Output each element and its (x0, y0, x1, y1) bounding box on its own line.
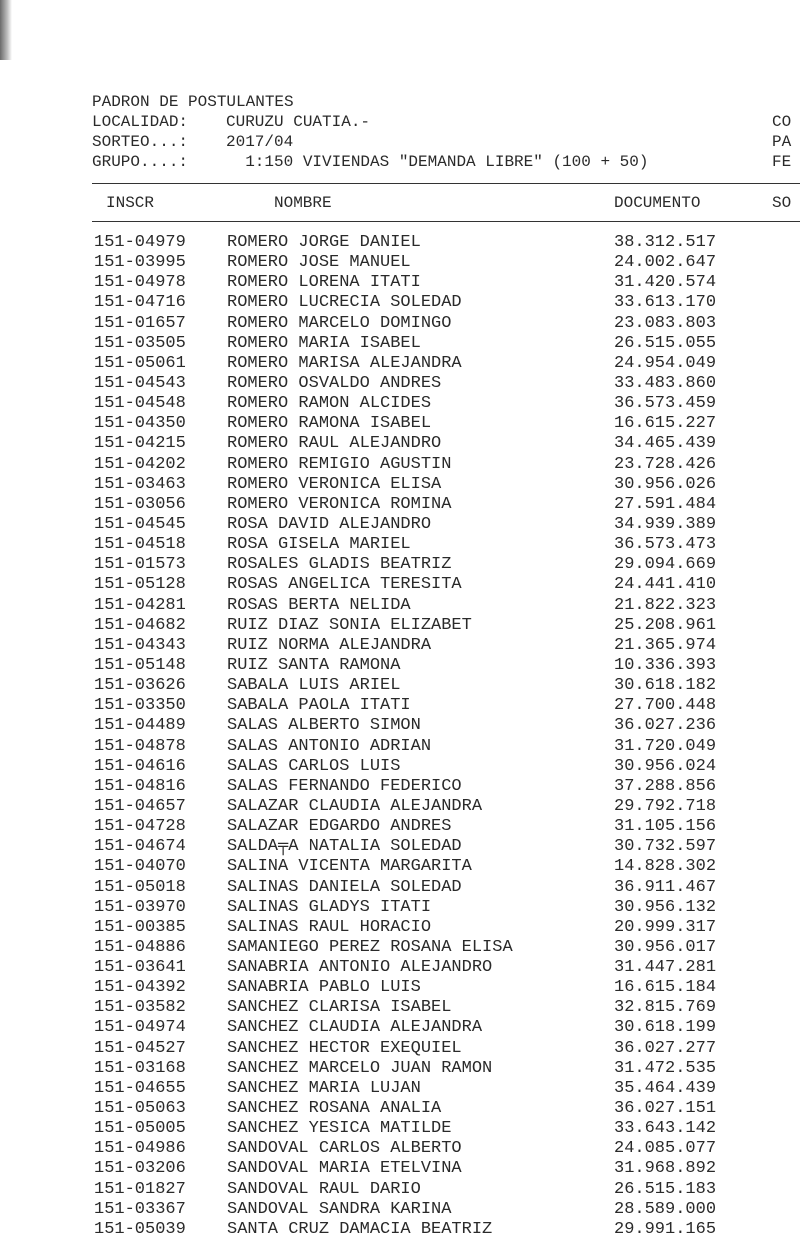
right-fragment: CO (772, 113, 792, 131)
documento-cell: 33.643.142 (614, 1119, 717, 1139)
documento-cell: 29.094.669 (614, 555, 717, 575)
documento-cell: 36.573.459 (614, 394, 717, 414)
grupo-line (92, 152, 648, 172)
table-row (0, 636, 800, 656)
sorteo-value: 2017/04 (226, 133, 294, 151)
nombre-cell: SALAS FERNANDO FEDERICO (227, 776, 462, 796)
inscr-cell: 151-05061 (94, 353, 186, 373)
sorteo-line (92, 132, 648, 152)
inscr-cell: 151-03970 (94, 897, 186, 917)
table-row (0, 857, 800, 877)
table-row (0, 757, 800, 777)
nombre-cell: SALINAS GLADYS ITATI (227, 897, 432, 917)
table-row (0, 233, 800, 253)
inscr-cell: 151-03367 (94, 1199, 186, 1219)
documento-cell: 31.447.281 (614, 958, 717, 978)
documento-cell: 38.312.517 (614, 233, 717, 252)
nombre-cell: ROMERO RAMON ALCIDES (227, 394, 432, 414)
inscr-cell: 151-04350 (94, 414, 186, 434)
nombre-cell: SALAS ALBERTO SIMON (227, 716, 421, 736)
inscr-cell: 151-05063 (94, 1099, 186, 1119)
documento-cell: 29.792.718 (614, 796, 717, 816)
inscr-cell: 151-00385 (94, 917, 186, 937)
nombre-cell: SALAS ANTONIO ADRIAN (227, 736, 432, 756)
inscr-cell: 151-04202 (94, 454, 186, 474)
inscr-cell: 151-03582 (94, 998, 186, 1018)
nombre-cell: ROSAS ANGELICA TERESITA (227, 575, 462, 595)
nombre-cell: SANCHEZ MARCELO JUAN RAMON (227, 1058, 493, 1078)
inscr-cell: 151-04070 (94, 857, 186, 877)
nombre-cell: SANCHEZ ROSANA ANALIA (227, 1099, 442, 1119)
documento-cell: 31.472.535 (614, 1058, 717, 1078)
documento-cell: 27.700.448 (614, 696, 717, 716)
documento-cell: 31.105.156 (614, 817, 717, 837)
nombre-cell: SALINAS RAUL HORACIO (227, 917, 432, 937)
inscr-cell: 151-04674 (94, 837, 186, 857)
inscr-cell: 151-04978 (94, 273, 186, 293)
nombre-cell: ROMERO LORENA ITATI (227, 273, 421, 293)
nombre-cell: SANCHEZ MARIA LUJAN (227, 1078, 421, 1098)
scan-edge-mark (0, 0, 12, 60)
documento-cell: 29.991.165 (614, 1219, 717, 1239)
table-row (0, 555, 800, 575)
inscr-cell: 151-04527 (94, 1038, 186, 1058)
inscr-cell: 151-04878 (94, 736, 186, 756)
nombre-cell: ROSA GISELA MARIEL (227, 535, 411, 555)
right-header-fragments (772, 112, 800, 172)
table-row (0, 978, 800, 998)
documento-cell: 36.027.236 (614, 716, 717, 736)
documento-cell: 30.618.199 (614, 1018, 717, 1038)
nombre-cell: SANDOVAL SANDRA KARINA (227, 1199, 452, 1219)
inscr-cell: 151-05128 (94, 575, 186, 595)
column-header-inscr: INSCR (106, 194, 155, 212)
nombre-cell: RUIZ NORMA ALEJANDRA (227, 635, 432, 655)
documento-cell: 23.728.426 (614, 454, 717, 474)
nombre-cell: SALAS CARLOS LUIS (227, 756, 401, 776)
nombre-cell: RUIZ DIAZ SONIA ELIZABET (227, 615, 472, 635)
documento-cell: 26.515.183 (614, 1179, 717, 1199)
documento-cell: 30.732.597 (614, 837, 717, 857)
document-header (92, 92, 648, 172)
table-row (0, 998, 800, 1018)
nombre-cell: SABALA LUIS ARIEL (227, 676, 401, 696)
table-row (0, 1018, 800, 1038)
documento-cell: 30.956.132 (614, 897, 717, 917)
inscr-cell: 151-04343 (94, 635, 186, 655)
inscr-cell: 151-04489 (94, 716, 186, 736)
inscr-cell: 151-04655 (94, 1078, 186, 1098)
table-row (0, 1200, 800, 1220)
inscr-cell: 151-04545 (94, 514, 186, 534)
inscr-cell: 151-03206 (94, 1159, 186, 1179)
table-row (0, 958, 800, 978)
nombre-cell: SANDOVAL RAUL DARIO (227, 1179, 421, 1199)
nombre-cell: SANTA CRUZ DAMACIA BEATRIZ (227, 1219, 493, 1239)
nombre-cell: ROMERO OSVALDO ANDRES (227, 373, 442, 393)
nombre-cell: RUIZ SANTA RAMONA (227, 655, 401, 675)
inscr-cell: 151-04548 (94, 394, 186, 414)
documento-cell: 28.589.000 (614, 1199, 717, 1219)
table-row (0, 777, 800, 797)
nombre-cell: SANDOVAL MARIA ETELVINA (227, 1159, 462, 1179)
documento-cell: 25.208.961 (614, 615, 717, 635)
nombre-cell: ROSALES GLADIS BEATRIZ (227, 555, 452, 575)
table-row (0, 938, 800, 958)
table-row (0, 878, 800, 898)
inscr-cell: 151-05005 (94, 1119, 186, 1139)
table-row (0, 1180, 800, 1200)
documento-cell: 16.615.227 (614, 414, 717, 434)
table-row (0, 837, 800, 857)
grupo-value: 1:150 VIVIENDAS "DEMANDA LIBRE" (100 + 50) (226, 153, 649, 171)
nombre-cell: SALAZAR EDGARDO ANDRES (227, 817, 452, 837)
inscr-cell: 151-04657 (94, 796, 186, 816)
table-row (0, 676, 800, 696)
documento-cell: 24.002.647 (614, 253, 717, 273)
inscr-cell: 151-03641 (94, 958, 186, 978)
table-row (0, 314, 800, 334)
documento-cell: 30.956.024 (614, 756, 717, 776)
table-row (0, 737, 800, 757)
documento-cell: 14.828.302 (614, 857, 717, 877)
inscr-cell: 151-04728 (94, 817, 186, 837)
table-row (0, 1059, 800, 1079)
inscr-cell: 151-04392 (94, 978, 186, 998)
nombre-cell: SANCHEZ HECTOR EXEQUIEL (227, 1038, 462, 1058)
table-row (0, 817, 800, 837)
nombre-cell: ROSAS BERTA NELIDA (227, 595, 411, 615)
table-row (0, 616, 800, 636)
documento-cell: 30.956.017 (614, 937, 717, 957)
nombre-cell: ROMERO JOSE MANUEL (227, 253, 411, 273)
inscr-cell: 151-03350 (94, 696, 186, 716)
inscr-cell: 151-04616 (94, 756, 186, 776)
table-row (0, 515, 800, 535)
documento-cell: 23.083.803 (614, 313, 717, 333)
table-row (0, 394, 800, 414)
table-row (0, 1039, 800, 1059)
table-row (0, 495, 800, 515)
table-row (0, 475, 800, 495)
documento-cell: 30.618.182 (614, 676, 717, 696)
inscr-cell: 151-05018 (94, 877, 186, 897)
right-fragment: PA (772, 133, 792, 151)
inscr-cell: 151-04986 (94, 1139, 186, 1159)
table-row (0, 1079, 800, 1099)
inscr-cell: 151-04979 (94, 233, 186, 252)
nombre-cell: SANDOVAL CARLOS ALBERTO (227, 1139, 462, 1159)
documento-cell: 34.939.389 (614, 514, 717, 534)
nombre-cell: SABALA PAOLA ITATI (227, 696, 411, 716)
localidad-label: LOCALIDAD: (92, 113, 189, 131)
inscr-cell: 151-01573 (94, 555, 186, 575)
nombre-cell: SALINAS DANIELA SOLEDAD (227, 877, 462, 897)
table-row (0, 1119, 800, 1139)
inscr-cell: 151-01827 (94, 1179, 186, 1199)
inscr-cell: 151-04816 (94, 776, 186, 796)
documento-cell: 31.968.892 (614, 1159, 717, 1179)
documento-cell: 21.365.974 (614, 635, 717, 655)
inscr-cell: 151-03056 (94, 494, 186, 514)
nombre-cell: SALINA VICENTA MARGARITA (227, 857, 472, 877)
nombre-cell: ROMERO MARCELO DOMINGO (227, 313, 452, 333)
table-row (0, 696, 800, 716)
grupo-label: GRUPO....: (92, 153, 189, 171)
table-row (0, 1099, 800, 1119)
nombre-cell: ROSA DAVID ALEJANDRO (227, 514, 432, 534)
table-row (0, 596, 800, 616)
table-row (0, 1139, 800, 1159)
localidad-value: CURUZU CUATIA.- (226, 113, 371, 131)
table-row (0, 797, 800, 817)
inscr-cell: 151-01657 (94, 313, 186, 333)
documento-cell: 21.822.323 (614, 595, 717, 615)
documento-cell: 10.336.393 (614, 655, 717, 675)
inscr-cell: 151-04281 (94, 595, 186, 615)
inscr-cell: 151-05148 (94, 655, 186, 675)
inscr-cell: 151-04682 (94, 615, 186, 635)
header-rule-top (92, 183, 800, 184)
column-header-documento: DOCUMENTO (614, 194, 701, 212)
documento-cell: 37.288.856 (614, 776, 717, 796)
documento-cell: 31.720.049 (614, 736, 717, 756)
nombre-cell: ROMERO REMIGIO AGUSTIN (227, 454, 452, 474)
documento-cell: 36.027.277 (614, 1038, 717, 1058)
inscr-cell: 151-04886 (94, 937, 186, 957)
table-row (0, 334, 800, 354)
header-rule-bottom (92, 221, 800, 222)
nombre-cell: ROMERO VERONICA ROMINA (227, 494, 452, 514)
table-row (0, 273, 800, 293)
documento-cell: 31.420.574 (614, 273, 717, 293)
documento-cell: 24.441.410 (614, 575, 717, 595)
nombre-cell: SANABRIA ANTONIO ALEJANDRO (227, 958, 493, 978)
documento-cell: 24.085.077 (614, 1139, 717, 1159)
table-row (0, 656, 800, 676)
column-header-so: SO (772, 194, 792, 212)
applicant-table (0, 233, 800, 1240)
localidad-line (92, 112, 648, 132)
inscr-cell: 151-04518 (94, 535, 186, 555)
inscr-cell: 151-04716 (94, 293, 186, 313)
table-row (0, 716, 800, 736)
nombre-cell: SANCHEZ CLAUDIA ALEJANDRA (227, 1018, 483, 1038)
documento-cell: 33.483.860 (614, 373, 717, 393)
inscr-cell: 151-03463 (94, 474, 186, 494)
table-row (0, 535, 800, 555)
documento-cell: 24.954.049 (614, 353, 717, 373)
inscr-cell: 151-04543 (94, 373, 186, 393)
table-row (0, 253, 800, 273)
nombre-cell: ROMERO MARISA ALEJANDRA (227, 353, 462, 373)
documento-cell: 34.465.439 (614, 434, 717, 454)
nombre-cell: SAMANIEGO PEREZ ROSANA ELISA (227, 937, 513, 957)
nombre-cell: ROMERO RAMONA ISABEL (227, 414, 432, 434)
nombre-cell: SANCHEZ CLARISA ISABEL (227, 998, 452, 1018)
documento-cell: 36.027.151 (614, 1099, 717, 1119)
inscr-cell: 151-03505 (94, 333, 186, 353)
documento-cell: 32.815.769 (614, 998, 717, 1018)
inscr-cell: 151-05039 (94, 1219, 186, 1239)
nombre-cell: SANCHEZ YESICA MATILDE (227, 1119, 452, 1139)
nombre-cell: ROMERO JORGE DANIEL (227, 233, 421, 252)
table-row (0, 414, 800, 434)
nombre-cell: SANABRIA PABLO LUIS (227, 978, 421, 998)
sorteo-label: SORTEO...: (92, 133, 189, 151)
documento-cell: 36.573.473 (614, 535, 717, 555)
right-fragment: FE (772, 153, 792, 171)
nombre-cell: ROMERO MARIA ISABEL (227, 333, 421, 353)
inscr-cell: 151-04974 (94, 1018, 186, 1038)
inscr-cell: 151-03995 (94, 253, 186, 273)
nombre-cell: SALAZAR CLAUDIA ALEJANDRA (227, 796, 483, 816)
table-row (0, 1220, 800, 1240)
documento-cell: 27.591.484 (614, 494, 717, 514)
documento-cell: 33.613.170 (614, 293, 717, 313)
inscr-cell: 151-03626 (94, 676, 186, 696)
nombre-cell: SALDA╤A NATALIA SOLEDAD (227, 837, 462, 857)
documento-cell: 35.464.439 (614, 1078, 717, 1098)
nombre-cell: ROMERO RAUL ALEJANDRO (227, 434, 442, 454)
documento-cell: 16.615.184 (614, 978, 717, 998)
nombre-cell: ROMERO VERONICA ELISA (227, 474, 442, 494)
documento-cell: 36.911.467 (614, 877, 717, 897)
table-row (0, 354, 800, 374)
documento-cell: 30.956.026 (614, 474, 717, 494)
inscr-cell: 151-04215 (94, 434, 186, 454)
table-row (0, 898, 800, 918)
table-row (0, 918, 800, 938)
table-row (0, 455, 800, 475)
nombre-cell: ROMERO LUCRECIA SOLEDAD (227, 293, 462, 313)
table-row (0, 575, 800, 595)
table-row (0, 1159, 800, 1179)
table-row (0, 374, 800, 394)
table-row (0, 293, 800, 313)
documento-cell: 20.999.317 (614, 917, 717, 937)
column-header-nombre: NOMBRE (274, 194, 332, 212)
document-title: PADRON DE POSTULANTES (92, 93, 294, 111)
inscr-cell: 151-03168 (94, 1058, 186, 1078)
documento-cell: 26.515.055 (614, 333, 717, 353)
table-row (0, 434, 800, 454)
